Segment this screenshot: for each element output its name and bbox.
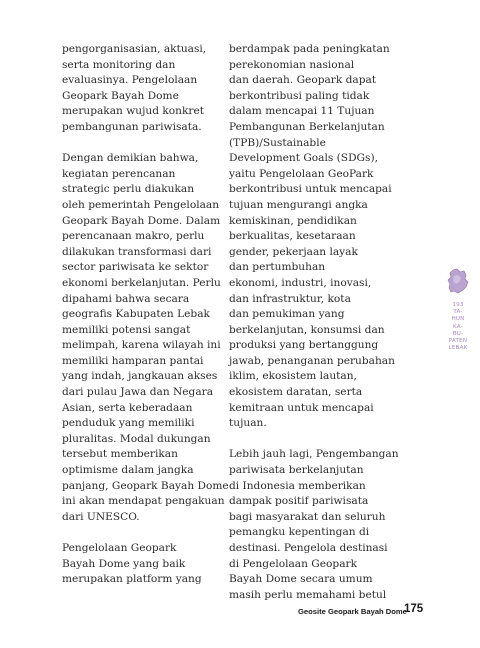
left-text-column [62,42,229,588]
right-text-column [229,42,404,603]
left-paragraph-1: pengorganisasian, aktuasi, serta monitoring dan evaluasinya. Pengelolaan Geopark Bayah Dome merupakan wujud konkret pembangunan pariwisata. [62,43,207,133]
anniversary-side-label: 193 TA- HUN KA- BU- PATEN LEBAK [448,302,468,352]
right-paragraph-1: berdampak pada peningkatan perekonomian nasional dan daerah. Geopark dapat berkontribusi paling tidak dalam mencapai 11 Tujuan Pembangunan Berkelanjutan (TPB)/Sustainable Development Goals (SDGs), yaitu Pengelolaan GeoPark berkontribusi untuk mencapai tujuan mengurangi angka kemiskinan, pendidikan berkualitas, kesetaraan gender, pekerjaan layak dan pertumbuhan ekonomi, industri, inovasi, dan infrastruktur, kota dan pemukiman yang berkelanjutan, konsumsi dan produksi yang bertanggung jawab, penanganan perubahan iklim, ekosistem lautan, ekosistem daratan, serta kemitraan untuk mencapai tujuan. [229,43,395,430]
footer-book-title: Geosite Geopark Bayah Dome [298,607,407,616]
right-paragraph-2: Lebih jauh lagi, Pengembangan pariwisata berkelanjutan di Indonesia memberikan dampak positif pariwisata bagi masyarakat dan seluruh pemangku kepentingan di destinasi. Pengelola destinasi di Pengelolaan Geopark Bayah Dome secara umum masih perlu memahami betul [229,448,399,601]
page-number: 175 [404,603,424,615]
lebak-regency-map-icon [447,268,469,294]
left-paragraph-3: Pengelolaan Geopark Bayah Dome yang baik merupakan platform yang [62,542,202,586]
left-paragraph-2: Dengan demikian bahwa, kegiatan perencanan strategic perlu diakukan oleh pemerintah Pengelolaan Geopark Bayah Dome. Dalam perencanaan makro, perlu dilakukan transformasi dari sector pariwisata ke sektor ekonomi berkelanjutan. Perlu dipahami bahwa secara geografis Kabupaten Lebak memiliki potensi sangat melimpah, karena wilayah ini memiliki hamparan pantai yang indah, jangkauan akses dari pulau Jawa dan Negara Asian, serta keberadaan penduduk yang memiliki pluralitas. Modal dukungan tersebut memberikan optimisme dalam jangka panjang, Geopark Bayah Dome ini akan mendapat pengakuan dari UNESCO. [62,152,229,523]
